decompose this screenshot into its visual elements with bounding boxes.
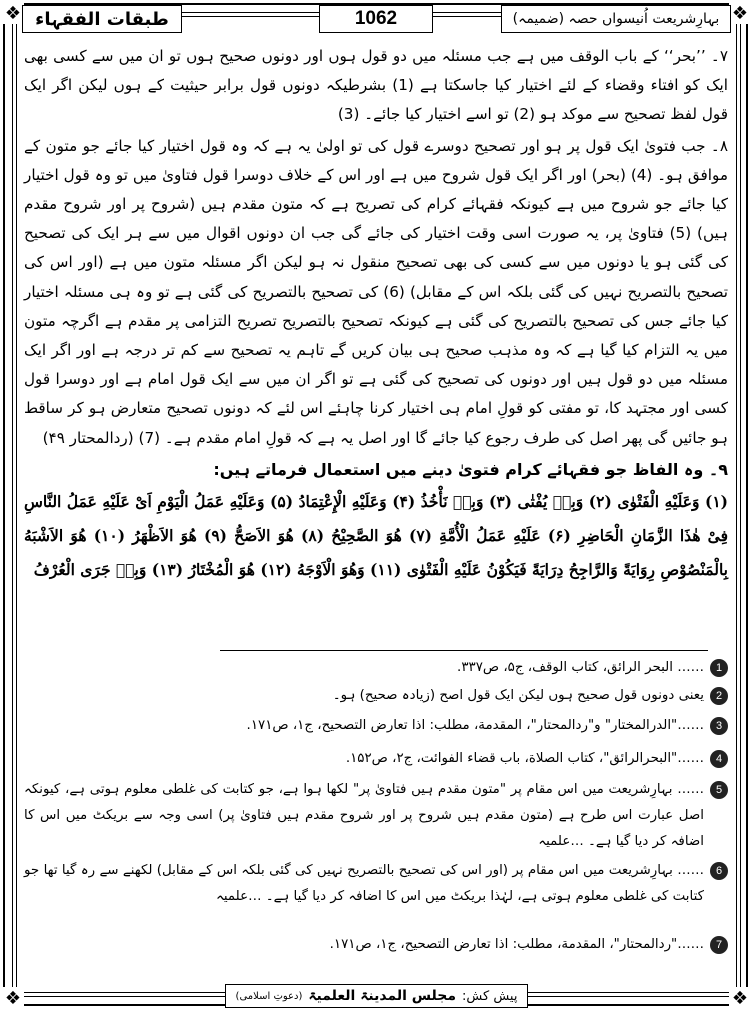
presented-by-label: پیش کش: xyxy=(462,988,518,1004)
footnote-text: ……"البحرالرائق"، کتاب الصلاة، باب قضاء الفوائت، ج۲، ص۱۵۲. xyxy=(345,751,704,766)
corner-ornament-icon: ❖ xyxy=(729,987,751,1009)
corner-ornament-icon: ❖ xyxy=(2,987,24,1009)
footnote-text: …… بہارِشریعت میں اس مقام پر "متون مقدم ہیں فتاویٰ پر" لکھا ہوا ہے، جو کتابت کی غلطی معلوم ہوتی ہے، کیونکہ اصل عبارت اس طرح ہے (متون مقدم ہیں شروح پر اور شروح مقدم ہیں فتاویٰ پر) اسی وجہ سے بریکٹ میں اس کا اضافہ کر دیا گیا ہے۔ …علمیہ xyxy=(24,782,704,849)
footnote-text: یعنی دونوں قول صحیح ہوں لیکن ایک قول اصح (زیادہ صحیح) ہو۔ xyxy=(332,688,704,703)
main-content xyxy=(24,42,728,587)
section-title: طبقات الفقہاء xyxy=(22,5,182,33)
paragraph-8: ۸۔ جب فتویٰ ایک قول پر ہو اور تصحیح دوسرے قول کی تو اولیٰ یہ ہے کہ وہ قول اختیار کیا جائے جو متون کے موافق ہو۔ (4) (بحر) اور اگر ایک قول شروح میں ہے اور اس کے خلاف دوسرا قول فتاویٰ میں تو وہ قول اختیار کیا جائے جو شروح میں ہے کیونکہ فقہائے کرام کی تصریح ہے کہ متون مقدم ہیں (شروح پر اور شروح مقدم ہیں) (5) فتاویٰ پر، یہ صورت اسی وقت اختیار کی جائے گی جب ان دونوں اقوال میں سے ہر ایک کی تصحیح کی گئی ہو یا دونوں میں سے کسی کی بھی تصحیح منقول نہ ہو لیکن اگر مسئلہ متون میں ہے (اور اس کی تصحیح بالتصریح نہیں کی گئی بلکہ اس کے مقابل) (6) کی تصحیح بالتصریح کی گئی ہے تو وہ ہی مسئلہ اختیار کیا جائے جس کی تصحیح بالتصریح کی گئی ہے کیونکہ تصحیح بالتصریح تصریح التزامی پر مقدم ہے اگرچہ متون میں یہ التزام کیا گیا ہے کہ وہ مذہب صحیح ہی بیان کریں گے تاہم یہ تصحیح سے کم تر درجہ ہے اور اگر ایک مسئلہ میں دو قول ہیں اور دونوں کی تصحیح کی گئی ہے تو اگر ان میں سے ایک قول امام ہے اور دوسرا قول کسی اور مجتہد کا، تو مفتی کو قولِ امام ہی اختیار کرنا چاہئے اس لئے کہ دونوں تصحیح متعارض ہو کر ساقط ہو جائیں گی پھر اصل کی طرف رجوع کیا جائے گا اور اصل یہ ہے کہ قولِ امام مقدم ہے۔ (7) (ردالمحتار ۴۹) xyxy=(24,136,728,447)
footnote xyxy=(24,746,728,772)
footnote xyxy=(24,683,728,709)
book-title: بہارِشریعت اُنیسواں حصہ (ضمیمہ) xyxy=(501,5,731,33)
footnote-text: …… بہارِشریعت میں اس مقام پر (اور اس کی تصحیح بالتصریح نہیں کی گئی بلکہ اس کے مقابل) لکھنے سے رہ گیا تھا جو کتابت کی غلطی معلوم ہوتی ہے، لہٰذا بریکٹ میں اس کا اضافہ کر دیا گیا ہے۔ …علمیہ xyxy=(24,863,704,904)
page-footer xyxy=(0,984,753,1008)
footnote xyxy=(24,713,728,739)
paragraph-7: ۷۔ ’’بحر‘‘ کے باب الوقف میں ہے جب مسئلہ میں دو قول ہوں اور دونوں صحیح ہوں تو ان میں سے کسی بھی ایک کو افتاء وقضاء کے لئے اختیار کیا جاسکتا ہے (1) بشرطیکہ دونوں قول برابر حیثیت کے ہوں لیکن اگر ایک قول لفظ تصحیح سے موکد ہو (2) تو اسے اختیار کیا جائے۔ (3) xyxy=(24,47,728,124)
footnote-number: 1 xyxy=(710,659,728,677)
publisher-parent: (دعوتِ اسلامی) xyxy=(235,990,303,1002)
page-number: 1062 xyxy=(319,5,433,33)
footnote-number: 7 xyxy=(710,936,728,954)
arabic-fatwa-terms: (۱) وَعَلَيْهِ الْفَتْوٰى (۲) وَبِهٖ يُفْتٰى (۳) وَبِهٖ نَأْخُذُ (۴) وَعَلَيْهِ الْإِعْتِمَادُ (۵) وَعَلَيْهِ عَمَلُ الْيَوْمِ اَىْ عَلَيْهِ عَمَلُ النَّاسِ فِىْ هٰذَا الزَّمَانِ الْحَاضِرِ (۶) عَلَيْهِ عَمَلُ الْأُمَّةِ (۷) هُوَ الصَّحِيْحُ (۸) هُوَ الاَصَحُّ (۹) هُوَ الاَظْهَرُ (۱۰) هُوَ الاَشْبَهُ بِالْمَنْصُوْصِ رِوَايَةً وَالرَّاجِحُ دِرَايَةً فَيَكُوْنُ عَلَيْهِ الْفَتْوٰى (۱۱) وَهُوَ الْاَوْجَهُ (۱۲) هُوَ الْمُخْتَارُ (۱۳) وَبِهٖ جَرَى الْعُرْفُ xyxy=(24,491,729,579)
footnote xyxy=(24,858,728,910)
footnote-text: …… البحر الرائق، کتاب الوقف، ج۵، ص۳۳۷. xyxy=(457,660,704,675)
footnote-divider xyxy=(220,650,708,651)
footnote-number: 6 xyxy=(710,862,728,880)
footnote-text: ……"ردالمحتار"، المقدمة، مطلب: اذا تعارض التصحیح، ج۱، ص۱۷۱. xyxy=(329,937,704,952)
footnote-number: 3 xyxy=(710,717,728,735)
corner-ornament-icon: ❖ xyxy=(2,2,24,24)
publisher-box xyxy=(225,984,529,1008)
footnote xyxy=(24,932,728,958)
publisher-name: مجلس المدینۃ العلمیۃ xyxy=(308,988,457,1004)
page-header xyxy=(22,5,731,35)
corner-ornament-icon: ❖ xyxy=(729,2,751,24)
footnote-text: ……"الدرالمختار" و"ردالمحتار"، المقدمة، مطلب: اذا تعارض التصحیح، ج۱، ص۱۷۱. xyxy=(246,718,704,733)
footnote xyxy=(24,655,728,681)
footnote-number: 2 xyxy=(710,687,728,705)
footnote-number: 4 xyxy=(710,750,728,768)
footnote xyxy=(24,777,728,855)
heading-9: ۹۔ وہ الفاظ جو فقہائے کرام فتویٰ دینے میں استعمال فرماتے ہیں: xyxy=(213,459,728,479)
footnote-number: 5 xyxy=(710,781,728,799)
